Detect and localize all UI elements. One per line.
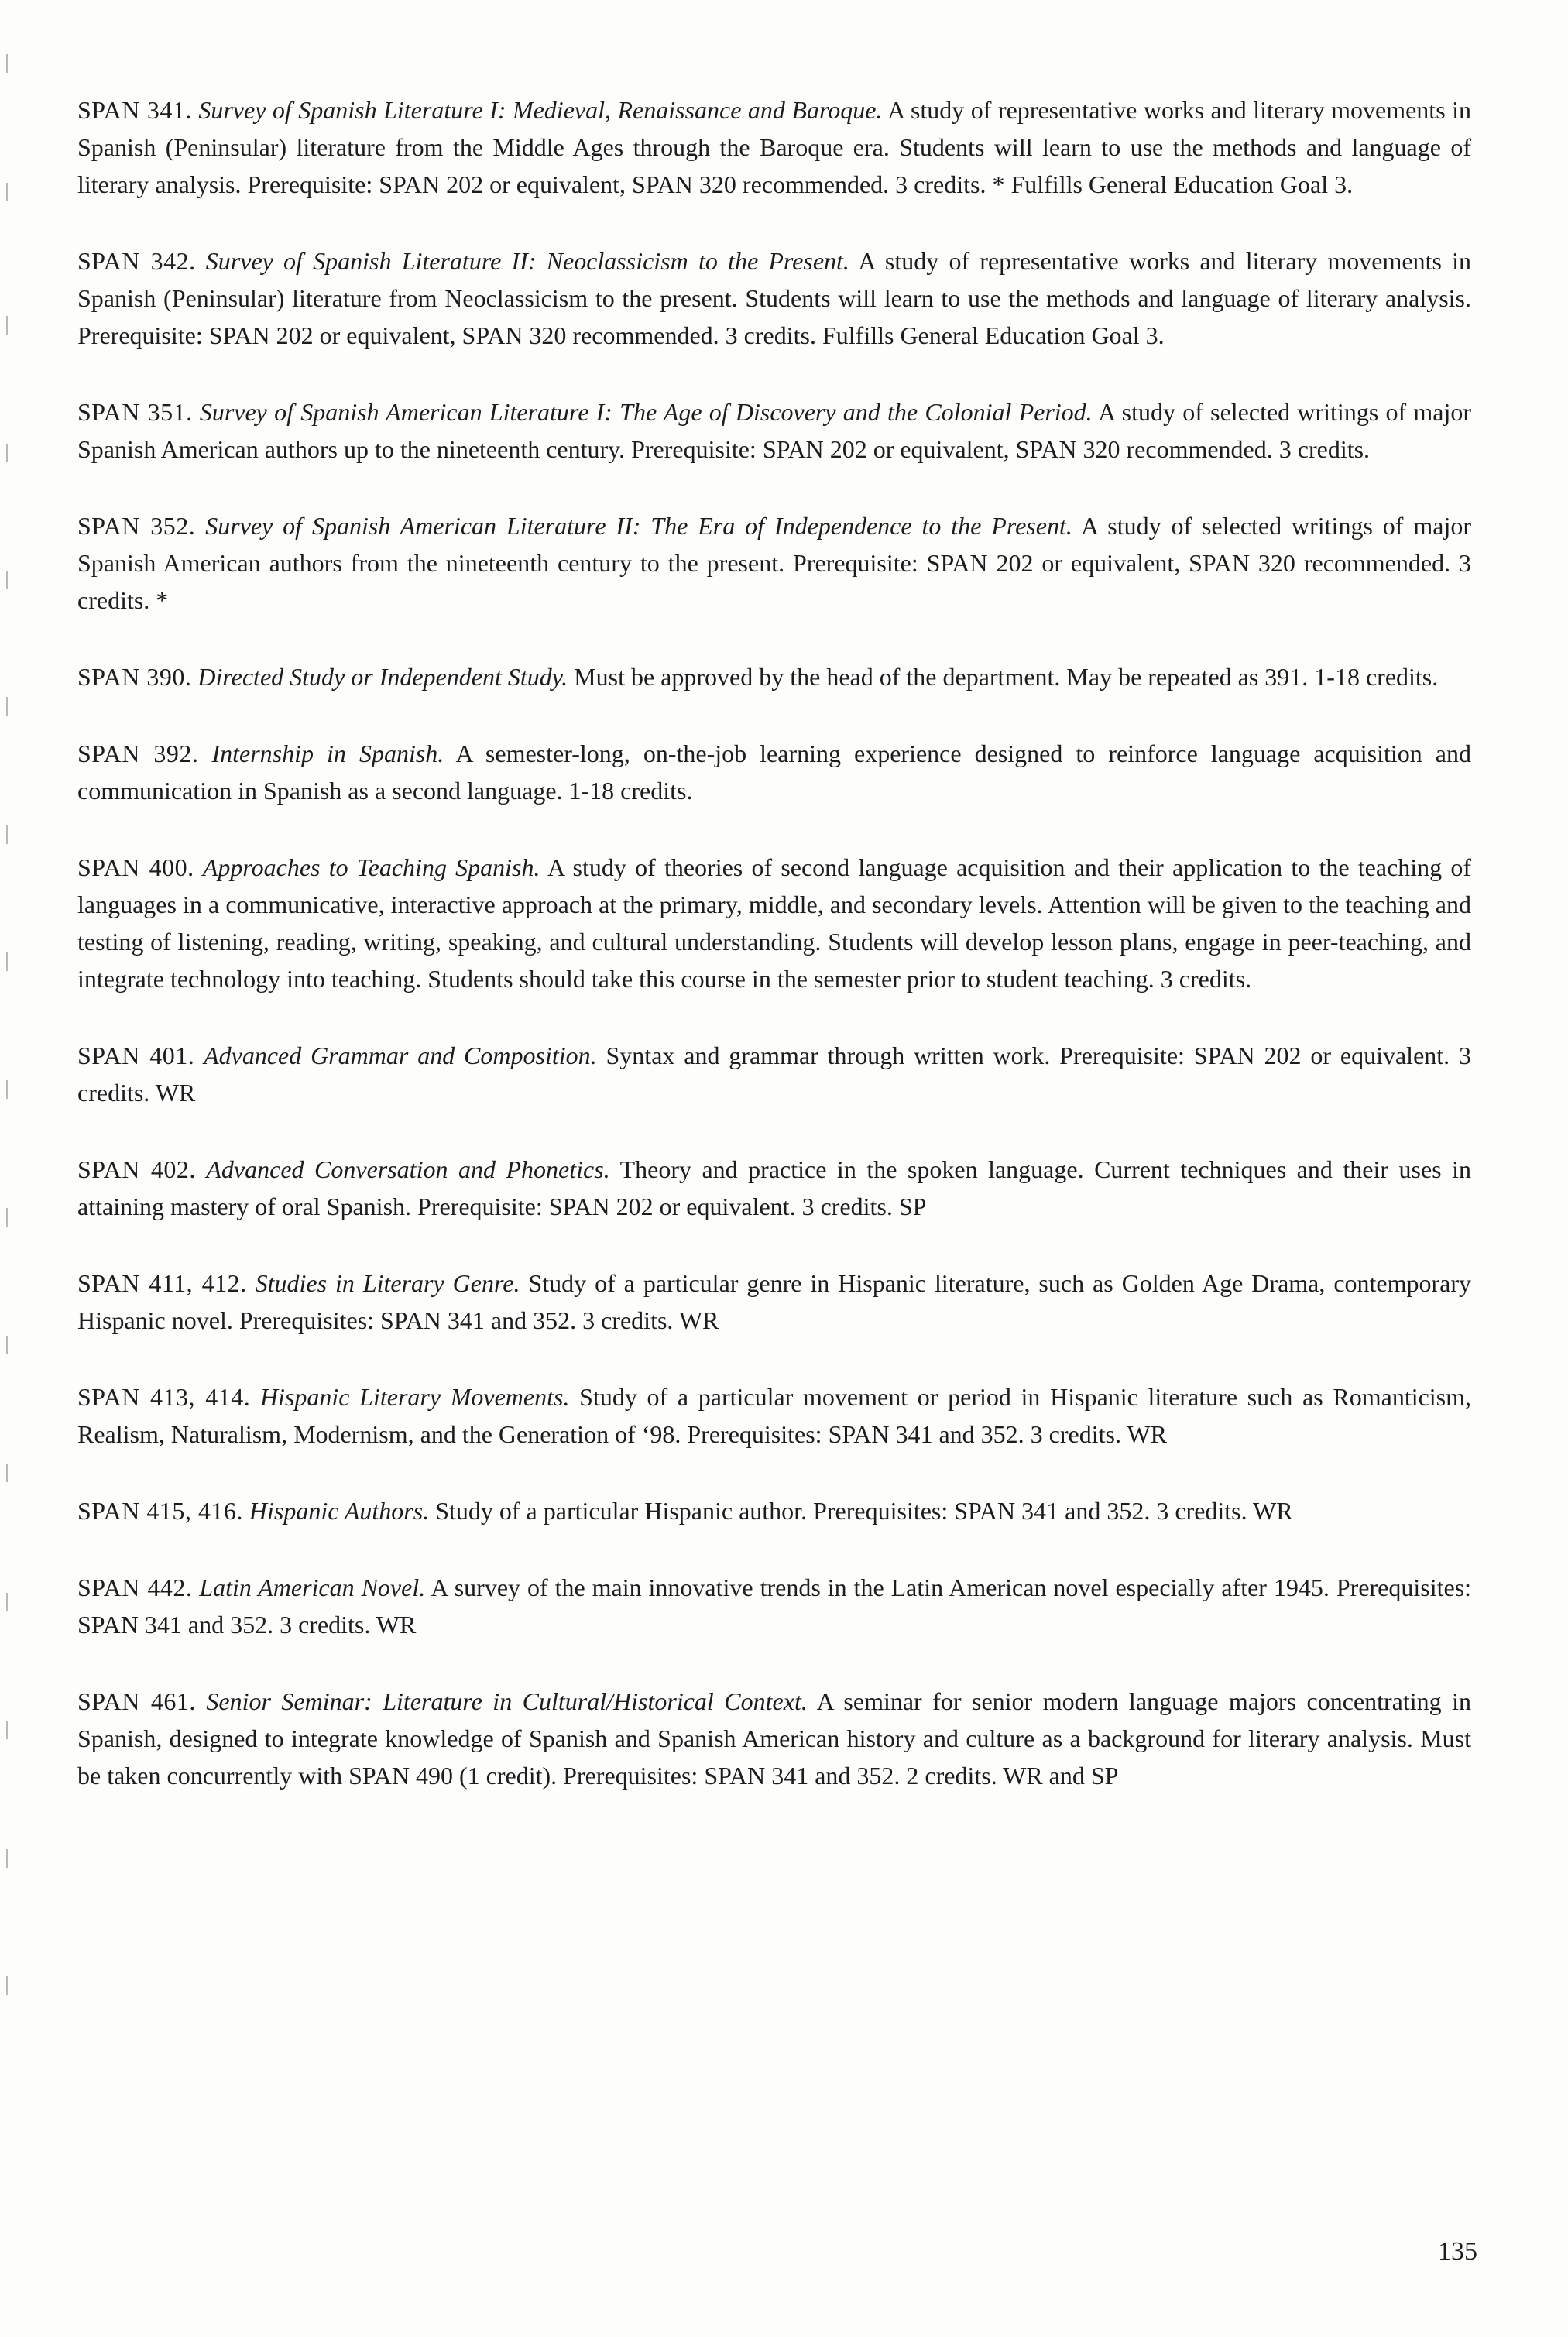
course-code: SPAN 413, 414. [77,1383,251,1411]
course-entry-span-342 [77,242,1471,354]
course-entry-span-442 [77,1569,1471,1643]
course-description: A study of selected writings of major Spanish American authors up to the nineteenth century. Prerequisite: SPAN 202 or equivalent, SPAN 320 recommended. 3 credits. [77,398,1472,463]
course-list [77,91,1471,1834]
course-description: A study of representative works and literary movements in Spanish (Peninsular) literature from the Middle Ages through the Baroque era. Students will learn to use the methods and language of literary analysis. Prerequisite: SPAN 202 or equivalent, SPAN 320 recommended. 3 credits. * Fulfills General Education Goal 3. [77,96,1472,198]
course-title: Internship in Spanish. [211,740,444,767]
course-title: Hispanic Literary Movements. [259,1383,570,1411]
course-description: A semester-long, on-the-job learning experience designed to reinforce language acquisition and communication in Spanish as a second language. 1-18 credits. [77,740,1471,805]
course-entry-span-352 [77,507,1471,619]
course-entry-span-413-414 [77,1378,1471,1453]
course-code: SPAN 351. [77,398,193,426]
course-description: A survey of the main innovative trends in the Latin American novel especially after 1945. Prerequisites: SPAN 341 and 352. 3 credits. WR [77,1573,1472,1639]
course-description: A study of representative works and literary movements in Spanish (Peninsular) literature from Neoclassicism to the present. Students will learn to use the methods and language of literary analysis. Prerequisite: SPAN 202 or equivalent, SPAN 320 recommended. 3 credits. Fulfills General Education Goal 3. [77,247,1471,349]
course-description: Study of a particular genre in Hispanic literature, such as Golden Age Drama, contemporary Hispanic novel. Prerequisites: SPAN 341 and 352. 3 credits. WR [77,1269,1472,1334]
course-entry-span-461 [77,1683,1471,1794]
course-title: Advanced Grammar and Composition. [204,1042,597,1069]
course-title: Survey of Spanish American Literature II: The Era of Independence to the Present. [205,512,1072,540]
course-description: A study of theories of second language acquisition and their application to the teaching of languages in a communicative, interactive approach at the primary, middle, and secondary levels. Attention will be given to the teaching and testing of listening, reading, writing, speaking, and cultural understanding. Students will develop lesson plans, engage in peer-teaching, and integrate technology into teaching. Students should take this course in the semester prior to student teaching. 3 credits. [77,853,1472,993]
course-title: Senior Seminar: Literature in Cultural/Historical Context. [206,1687,808,1715]
course-title: Survey of Spanish Literature I: Medieval, Renaissance and Baroque. [198,96,883,124]
course-entry-span-401 [77,1037,1471,1111]
course-title: Advanced Conversation and Phonetics. [206,1155,610,1183]
course-entry-span-415-416 [77,1492,1471,1529]
course-description: Study of a particular movement or period in Hispanic literature such as Romanticism, Realism, Naturalism, Modernism, and the Generation of ‘98. Prerequisites: SPAN 341 and 352. 3 credits. WR [77,1383,1472,1448]
course-entry-span-341 [77,91,1471,203]
course-entry-span-351 [77,393,1471,468]
course-title: Survey of Spanish American Literature I: The Age of Discovery and the Colonial Period. [199,398,1093,426]
page-number: 135 [1438,2237,1477,2266]
course-description: A study of selected writings of major Spanish American authors from the nineteenth century to the present. Prerequisite: SPAN 202 or equivalent, SPAN 320 recommended. 3 credits. * [77,512,1472,614]
course-code: SPAN 390. [77,663,192,691]
course-code: SPAN 415, 416. [77,1497,243,1525]
course-code: SPAN 401. [77,1042,195,1069]
course-entry-span-400 [77,849,1471,997]
course-entry-span-402 [77,1151,1471,1225]
course-code: SPAN 402. [77,1155,196,1183]
course-title: Survey of Spanish Literature II: Neoclassicism to the Present. [205,247,849,275]
course-title: Approaches to Teaching Spanish. [202,853,540,881]
course-title: Latin American Novel. [199,1573,426,1601]
course-description: A seminar for senior modern language majors concentrating in Spanish, designed to integrate knowledge of Spanish and Spanish American history and culture as a background for literary analysis. Must be taken concurrently with SPAN 490 (1 credit). Prerequisites: SPAN 341 and 352. 2 credits. WR and SP [77,1687,1472,1790]
course-description: Must be approved by the head of the department. May be repeated as 391. 1-18 credits. [574,663,1439,691]
course-code: SPAN 400. [77,853,194,881]
course-description: Syntax and grammar through written work. Prerequisite: SPAN 202 or equivalent. 3 credits. WR [77,1042,1472,1107]
course-entry-span-411-412 [77,1265,1471,1339]
course-code: SPAN 411, 412. [77,1269,247,1297]
course-code: SPAN 461. [77,1687,196,1715]
course-code: SPAN 341. [77,96,192,124]
scan-edge-marks [0,0,15,2337]
course-entry-span-390 [77,658,1471,695]
course-code: SPAN 392. [77,740,199,767]
course-description: Study of a particular Hispanic author. Prerequisites: SPAN 341 and 352. 3 credits. WR [435,1497,1293,1525]
course-code: SPAN 342. [77,247,196,275]
course-code: SPAN 442. [77,1573,193,1601]
course-description: Theory and practice in the spoken language. Current techniques and their uses in attaining mastery of oral Spanish. Prerequisite: SPAN 202 or equivalent. 3 credits. SP [77,1155,1472,1220]
course-code: SPAN 352. [77,512,196,540]
course-title: Directed Study or Independent Study. [197,663,568,691]
course-entry-span-392 [77,735,1471,809]
course-title: Studies in Literary Genre. [255,1269,520,1297]
course-title: Hispanic Authors. [249,1497,430,1525]
